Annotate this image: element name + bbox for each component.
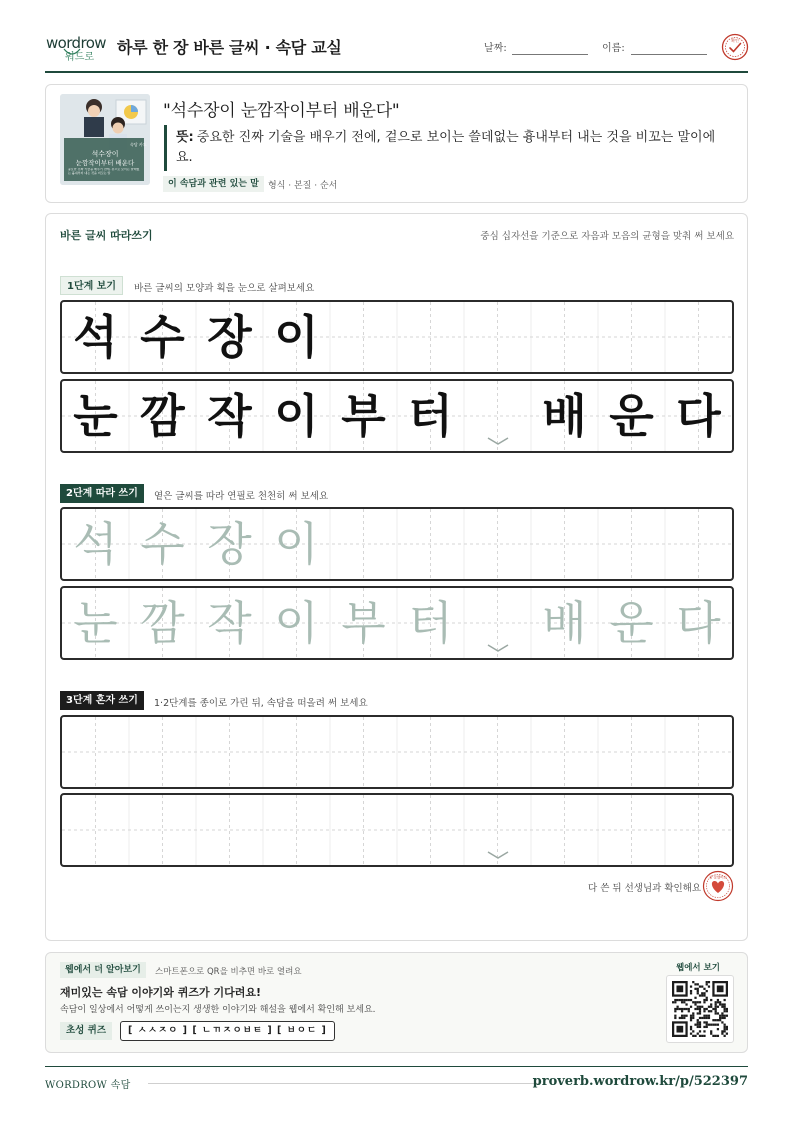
meaning-label: 뜻: [176,130,194,145]
date-field[interactable] [512,54,588,55]
step3-tag: 3단계 혼자 쓰기 [60,691,144,710]
step3-row-1[interactable] [60,715,734,789]
thumb-badge: 속담 카드 [130,142,147,147]
syllable-1: 눈 [73,596,118,650]
chosung-quiz: [ ㅅㅅㅈㅇ ] [ ㄴㄲㅈㅇㅂㅌ ] [ ㅂㅇㄷ ] [120,1021,335,1041]
syllable-5: 부 [341,389,386,443]
syllable-3: 장 [207,517,252,571]
syllable-4: 이 [274,389,319,443]
related-words: 형식 · 본질 · 순서 [268,181,338,191]
practice-note: 중심 십자선을 기준으로 자음과 모음의 균형을 맞춰 써 보세요 [480,231,734,242]
step3-desc: 1·2단계를 종이로 가린 뒤, 속담을 떠올려 써 보세요 [154,698,368,709]
related-tag: 이 속담과 관련 있는 말 [163,176,264,192]
check-seal-icon [721,33,749,61]
meaning-accent-bar [164,125,167,171]
syllable-2: 수 [140,517,185,571]
web-headline: 재미있는 속담 이야기와 퀴즈가 기다려요! [60,986,261,999]
syllable-5: 부 [341,596,386,650]
proverb-text: "석수장이 눈깜작이부터 배운다" [163,101,400,121]
syllable-4: 이 [274,310,319,364]
syllable-3: 장 [207,310,252,364]
web-view-label: 웹에서 보기 [676,963,721,973]
chevron-down-icon [486,642,510,654]
syllable-1: 석 [73,310,118,364]
footer-url[interactable]: proverb.wordrow.kr/p/522397 [532,1074,748,1089]
header-rule [45,71,748,73]
web-description: 속담이 일상에서 어떻게 쓰이는지 생생한 이야기와 해설을 웹에서 확인해 보세요. [60,1005,376,1015]
syllable-9: 운 [609,596,654,650]
footer-brand: WORDROW 속담 [45,1080,131,1091]
web-tag: 웹에서 더 알아보기 [60,962,146,978]
teacher-check-note: 다 쓴 뒤 선생님과 확인해요 [588,883,702,894]
syllable-2: 수 [140,310,185,364]
practice-title: 바른 글씨 따라쓰기 [60,229,153,242]
proverb-illustration [60,94,150,185]
guide-grid [62,717,732,787]
chevron-down-icon [486,435,510,447]
thumb-title-2: 눈깜작이부터 배운다 [75,159,135,167]
syllable-6: 터 [408,389,453,443]
step2-desc: 옅은 글씨를 따라 연필로 천천히 써 보세요 [154,491,329,502]
quiz-label: 초성 퀴즈 [60,1022,112,1040]
syllable-2: 깜 [140,389,185,443]
page-title: 하루 한 장 바른 글씨 · 속담 교실 [117,38,342,57]
step1-row-2 [60,379,734,453]
step3-row-2[interactable] [60,793,734,867]
syllable-1: 석 [73,517,118,571]
name-field[interactable] [631,54,707,55]
guide-grid [62,795,732,865]
step1-tag: 1단계 보기 [60,276,123,295]
syllable-3: 작 [207,389,252,443]
syllable-2: 깜 [140,596,185,650]
step1-row-1 [60,300,734,374]
syllable-10: 다 [676,389,721,443]
syllable-4: 이 [274,517,319,571]
step2-tag: 2단계 따라 쓰기 [60,484,144,503]
footer-rule [45,1066,748,1067]
syllable-3: 작 [207,596,252,650]
thumb-caption: 중요한 진짜 기술을 배우기 전에, 겉으로 보이는 쓸데없는 흉내부터 내는 것을 비꼬는 말 [68,168,140,175]
meaning-text: 중요한 진짜 기술을 배우기 전에, 겉으로 보이는 쓸데없는 흉내부터 내는 것을 비꼬는 말이에요. [176,130,716,165]
syllable-10: 다 [676,596,721,650]
syllable-8: 배 [542,596,587,650]
seal-text: 확인 [731,38,739,43]
chevron-down-icon [486,849,510,861]
date-label: 날짜: [484,43,507,54]
logo-wordmark: wordrow [46,34,106,52]
syllable-1: 눈 [73,389,118,443]
footer-divider [148,1083,538,1084]
step1-desc: 바른 글씨의 모양과 획을 눈으로 살펴보세요 [134,283,315,294]
thumb-title-1: 석수장이 [91,150,119,158]
syllable-6: 터 [408,596,453,650]
qr-code-icon[interactable] [672,981,728,1037]
logo-subtext: 워드로 [65,52,94,63]
syllable-4: 이 [274,596,319,650]
name-label: 이름: [602,43,625,54]
step2-row-1[interactable] [60,507,734,581]
step2-row-2[interactable] [60,586,734,660]
syllable-9: 운 [609,389,654,443]
syllable-8: 배 [542,389,587,443]
wordrow-logo [46,33,108,63]
heart-stamp-icon [702,870,734,902]
meaning-block [176,128,726,168]
web-subtext: 스마트폰으로 QR을 비추면 바로 열려요 [155,967,302,977]
stamp-text: 참 잘했어요 [708,875,728,880]
